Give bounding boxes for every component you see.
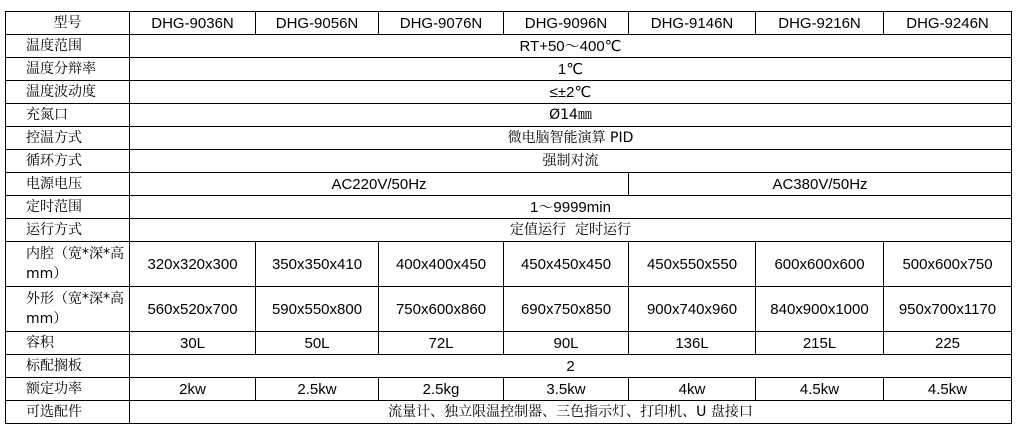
power-cell: 2.5kg [379,378,504,401]
row-value: RT+50～400℃ [130,35,1012,58]
temp-control-row [6,127,1012,150]
row-label: 循环方式 [6,150,130,173]
dim-cell: 320x320x300 [130,242,256,287]
rated-power-row [6,378,1012,401]
dim-cell: 900x740x960 [629,287,756,332]
circulation-row [6,150,1012,173]
dim-cell: 500x600x750 [884,242,1012,287]
row-label: 标配搁板 [6,355,130,378]
dim-cell: 600x600x600 [756,242,884,287]
nitrogen-port-row [6,104,1012,127]
dim-cell: 690x750x850 [504,287,629,332]
row-label: 温度波动度 [6,81,130,104]
row-label: 温度范围 [6,35,130,58]
row-value: 2 [130,355,1012,378]
volume-row [6,332,1012,355]
power-cell: 2kw [130,378,256,401]
options-row [6,401,1012,424]
volume-cell: 225 [884,332,1012,355]
spec-table-container [5,11,1012,424]
row-label: 额定功率 [6,378,130,401]
row-value: 微电脑智能演算 PID [130,127,1012,150]
dim-cell: 400x400x450 [379,242,504,287]
run-mode-row [6,219,1012,242]
row-value: 流量计、独立限温控制器、三色指示灯、打印机、U 盘接口 [130,401,1012,424]
row-value: AC220V/50Hz [130,173,629,196]
row-label: 控温方式 [6,127,130,150]
dim-cell: 560x520x700 [130,287,256,332]
model-cell: DHG-9036N [130,12,256,35]
model-cell: DHG-9216N [756,12,884,35]
dim-cell: 840x900x1000 [756,287,884,332]
dim-cell: 750x600x860 [379,287,504,332]
temp-resolution-row [6,58,1012,81]
row-value: Ø14㎜ [130,104,1012,127]
power-cell: 4.5kw [756,378,884,401]
row-value: AC380V/50Hz [629,173,1012,196]
power-cell: 4.5kw [884,378,1012,401]
row-value: 定值运行 定时运行 [130,219,1012,242]
dim-cell: 450x550x550 [629,242,756,287]
volume-cell: 215L [756,332,884,355]
row-label: 外形（宽*深*高 mm） [6,287,130,332]
row-label: 充氮口 [6,104,130,127]
model-cell: DHG-9146N [629,12,756,35]
volume-cell: 72L [379,332,504,355]
dim-cell: 950x700x1170 [884,287,1012,332]
header-row [6,12,1012,35]
model-cell: DHG-9246N [884,12,1012,35]
inner-dims-row [6,242,1012,287]
row-label: 温度分辩率 [6,58,130,81]
row-label: 容积 [6,332,130,355]
header-label: 型号 [6,12,130,35]
outer-dims-row [6,287,1012,332]
model-cell: DHG-9096N [504,12,629,35]
temp-fluctuation-row [6,81,1012,104]
volume-cell: 50L [256,332,379,355]
row-value: 强制对流 [130,150,1012,173]
power-supply-row [6,173,1012,196]
volume-cell: 30L [130,332,256,355]
row-label: 可选配件 [6,401,130,424]
power-cell: 3.5kw [504,378,629,401]
row-label: 电源电压 [6,173,130,196]
timer-range-row [6,196,1012,219]
temp-range-row [6,35,1012,58]
dim-cell: 450x450x450 [504,242,629,287]
row-value: 1～9999min [130,196,1012,219]
row-value: ≤±2℃ [130,81,1012,104]
row-label: 内腔（宽*深*高 mm） [6,242,130,287]
volume-cell: 136L [629,332,756,355]
row-label: 运行方式 [6,219,130,242]
volume-cell: 90L [504,332,629,355]
model-cell: DHG-9076N [379,12,504,35]
row-label: 定时范围 [6,196,130,219]
dim-cell: 590x550x800 [256,287,379,332]
power-cell: 2.5kw [256,378,379,401]
spec-table [5,11,1012,424]
power-cell: 4kw [629,378,756,401]
dim-cell: 350x350x410 [256,242,379,287]
shelves-row [6,355,1012,378]
row-value: 1℃ [130,58,1012,81]
model-cell: DHG-9056N [256,12,379,35]
